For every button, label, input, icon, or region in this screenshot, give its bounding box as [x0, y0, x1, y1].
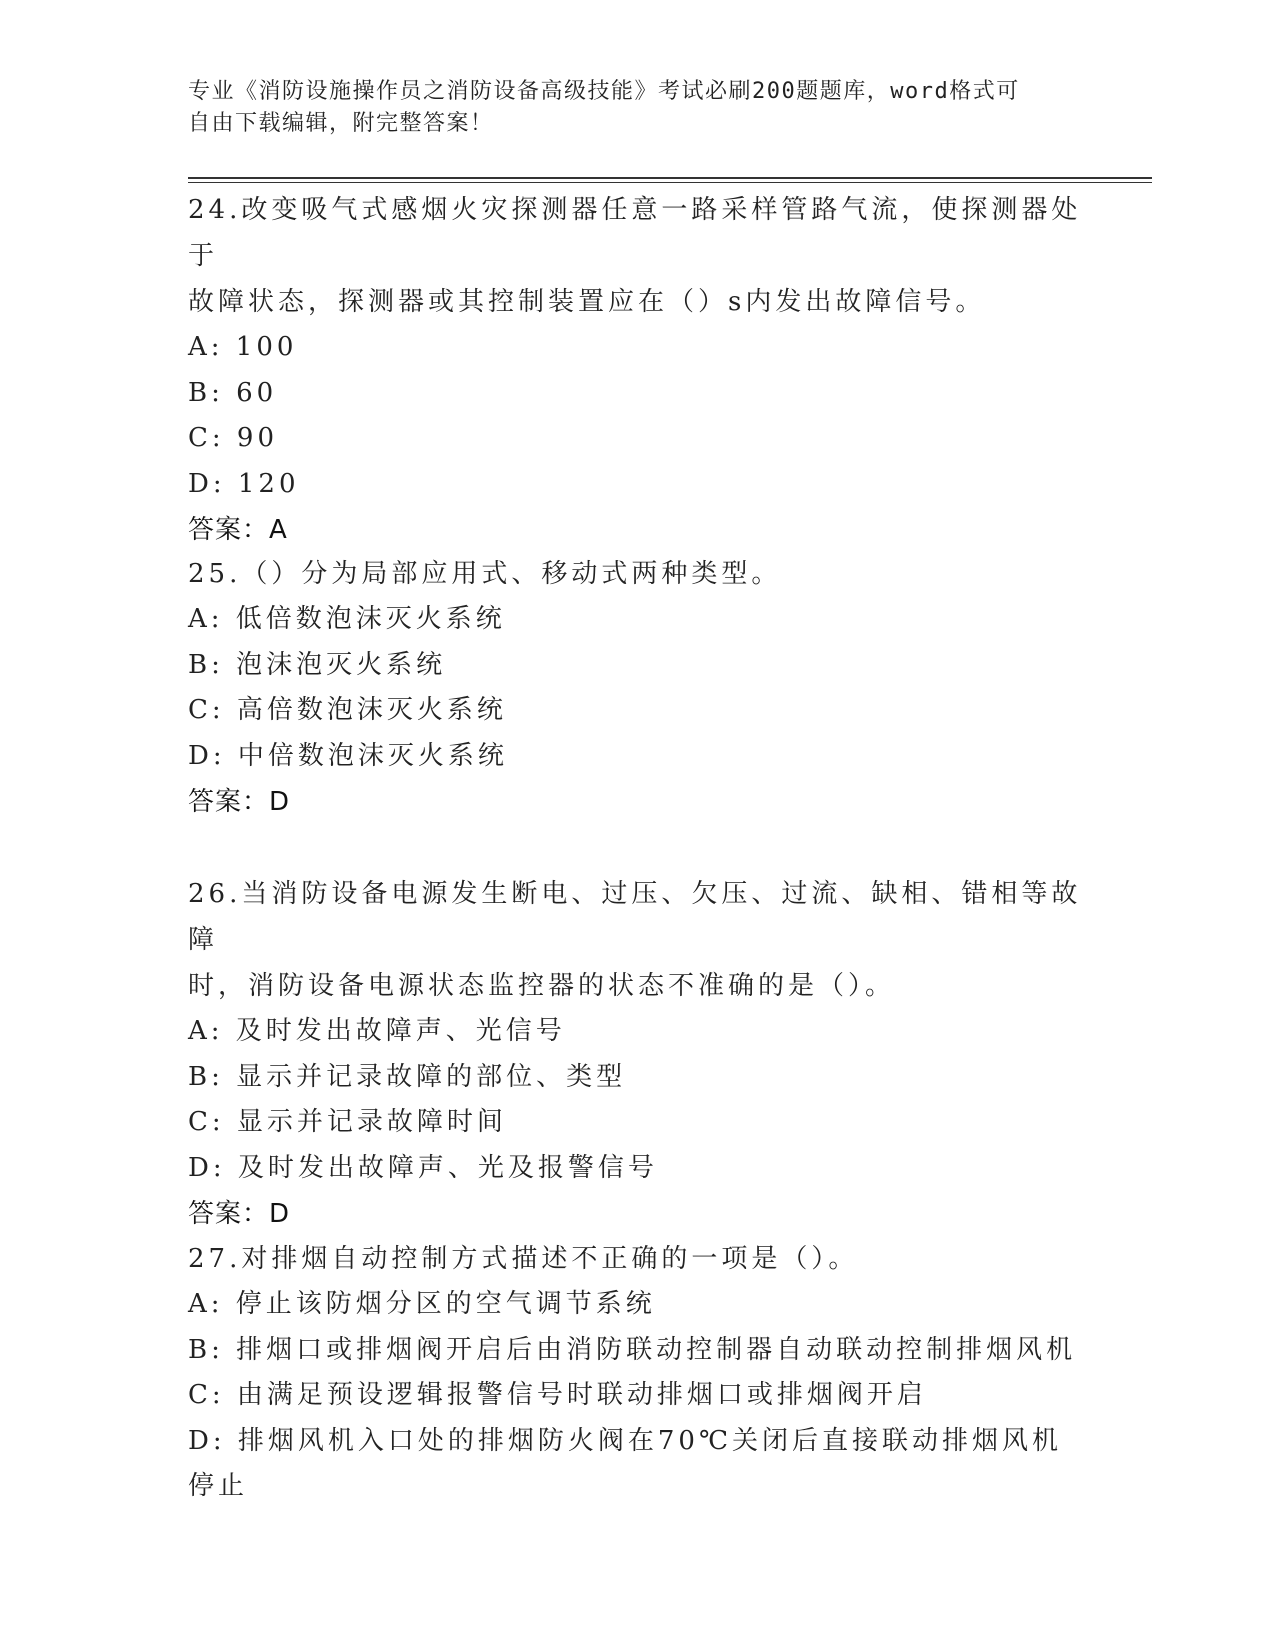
header-divider-thick — [188, 177, 1152, 179]
answer: 答案：D — [188, 787, 291, 817]
option-b: B: 显示并记录故障的部位、类型 — [188, 1061, 627, 1092]
option-b: B: 泡沫泡灭火系统 — [188, 649, 447, 680]
header-line-2: 自由下载编辑，附完整答案！ — [188, 111, 494, 136]
question-stem-line: 故障状态，探测器或其控制装置应在（）s内发出故障信号。 — [188, 287, 986, 317]
answer: 答案：D — [188, 1199, 291, 1229]
option-b: B: 60 — [188, 377, 278, 408]
question-stem-line: 25.（）分为局部应用式、移动式两种类型。 — [188, 559, 782, 589]
document-header — [188, 76, 1088, 140]
option-a: A: 及时发出故障声、光信号 — [188, 1016, 566, 1046]
question-stem-line: 27.对排烟自动控制方式描述不正确的一项是（）。 — [188, 1244, 859, 1274]
question-stem-line: 时，消防设备电源状态监控器的状态不准确的是（）。 — [188, 971, 896, 1001]
question-27 — [188, 1236, 1088, 1510]
option-d: D: 中倍数泡沫灭火系统 — [188, 740, 508, 771]
header-line-1: 专业《消防设施操作员之消防设备高级技能》考试必刷200题题库，word格式可 — [188, 79, 1020, 104]
option-c: C: 90 — [188, 423, 279, 453]
option-c: C: 由满足预设逻辑报警信号时联动排烟口或排烟阀开启 — [188, 1380, 927, 1410]
option-d: D: 及时发出故障声、光及报警信号 — [188, 1152, 658, 1183]
question-24 — [188, 187, 1088, 553]
option-d: D: 排烟风机入口处的排烟防火阀在70℃关闭后直接联动排烟风机停止 — [188, 1425, 1063, 1501]
option-b: B: 排烟口或排烟阀开启后由消防联动控制器自动联动控制排烟风机 — [188, 1334, 1077, 1365]
option-d: D: 120 — [188, 468, 300, 499]
question-25 — [188, 551, 1088, 825]
question-stem-line: 26.当消防设备电源发生断电、过压、欠压、过流、缺相、错相等故障 — [188, 879, 1082, 955]
header-divider-thin — [188, 182, 1152, 183]
option-a: A: 100 — [188, 332, 298, 362]
option-a: A: 低倍数泡沫灭火系统 — [188, 604, 506, 634]
answer: 答案：A — [188, 515, 288, 545]
option-c: C: 高倍数泡沫灭火系统 — [188, 695, 507, 725]
question-stem-line: 24.改变吸气式感烟火灾探测器任意一路采样管路气流，使探测器处于 — [188, 195, 1082, 271]
question-26 — [188, 871, 1088, 1237]
option-c: C: 显示并记录故障时间 — [188, 1107, 507, 1137]
option-a: A: 停止该防烟分区的空气调节系统 — [188, 1289, 656, 1319]
